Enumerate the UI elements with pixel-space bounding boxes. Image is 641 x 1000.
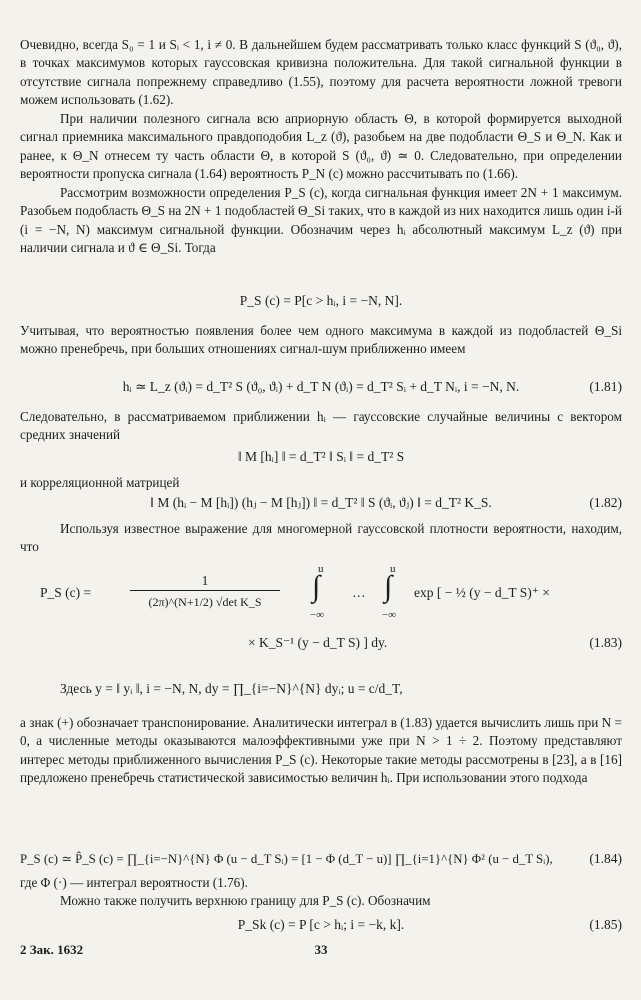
equation-ps-definition-text: P_S (c) = P[c > hᵢ, i = −N, N]. xyxy=(239,293,403,308)
equation-1-83-lhs: P_S (c) = xyxy=(40,585,92,600)
equation-number-1-82: (1.82) xyxy=(589,495,622,510)
paragraph-1: Очевидно, всегда S₀ = 1 и Sᵢ < 1, i ≠ 0. В дальнейшем будем рассматривать только класс функций S (ϑ₀, ϑ), в точках максимумов которых гауссовская кривизна положительна. Для такой сигнальной функции в отсутствие сигнала попрежнему справедливо (1.55), поэтому для расчета вероятности ложной тревоги можем использовать (1.62). xyxy=(20,37,622,107)
equation-1-85 xyxy=(20,916,622,934)
page-number: 33 xyxy=(314,942,328,957)
equation-mean-vector xyxy=(20,448,622,466)
integral-sign-2: ∫ xyxy=(384,570,393,603)
equation-number-1-85: (1.85) xyxy=(589,917,622,932)
integral-sign-1: ∫ xyxy=(312,570,321,603)
paragraph-9: где Φ (·) — интеграл вероятности (1.76). xyxy=(20,875,248,890)
equation-number-1-81: (1.81) xyxy=(589,379,622,394)
equation-1-83-exponent: exp [ − ½ (y − d_T S)⁺ × xyxy=(414,585,550,600)
equation-where-line-text: Здесь y = ‖ yᵢ ‖, i = −N, N, dy = ∏_{i=−N}^{N} dyᵢ; u = c/d_T, xyxy=(60,681,403,696)
paragraph-4: Учитывая, что вероятностью появления более чем одного максимума в каждой из подобластей Θ_Si можно пренебречь, при больших отношениях сигнал-шум приближенно имеем xyxy=(20,323,622,357)
equation-ps-definition xyxy=(20,292,622,310)
integral-lower-limit-2: −∞ xyxy=(382,609,397,621)
integral-lower-limit-1: −∞ xyxy=(310,609,325,621)
paragraph-5: Следовательно, в рассматриваемом приближении hᵢ — гауссовские случайные величины с вектором средних значений xyxy=(20,409,622,443)
equation-number-1-84: (1.84) xyxy=(589,851,622,866)
equation-1-82 xyxy=(20,494,622,512)
paragraph-6: и корреляционной матрицей xyxy=(20,475,180,490)
equation-1-83-dots: … xyxy=(352,585,366,600)
paragraph-10: Можно также получить верхнюю границу для P_S (c). Обозначим xyxy=(60,893,431,908)
equation-number-1-83: (1.83) xyxy=(589,635,622,650)
equation-1-81-text: hᵢ ≃ L_z (ϑᵢ) = d_T² S (ϑ₀, ϑᵢ) + d_T N (ϑᵢ) = d_T² Sᵢ + d_T Nᵢ, i = −N, N. xyxy=(122,379,520,394)
equation-1-82-text: ‖ M (hᵢ − M [hᵢ]) (hⱼ − M [hⱼ]) ‖ = d_T² ‖ S (ϑᵢ, ϑⱼ) ‖ = d_T² K_S. xyxy=(150,495,492,510)
equation-1-83-denominator: (2π)^(N+1/2) √det K_S xyxy=(148,595,262,609)
equation-mean-vector-text: ‖ M [hᵢ] ‖ = d_T² ‖ Sᵢ ‖ = d_T² S xyxy=(237,449,405,464)
equation-1-83-line-1 xyxy=(20,563,622,621)
paragraph-2: При наличии полезного сигнала всю априорную область Θ, в которой формируется выходной сигнал приемника максимального правдоподобия L_z (ϑ), разобьем на две подобласти Θ_S и Θ_N. Как и ранее, к Θ_N отнесем ту часть области Θ, в которой S (ϑ₀, ϑ) ≃ 0. Следовательно, при определении вероятности пропуска сигнала (1.64) вероятность P_N (c) можно рассчитывать по (1.66). xyxy=(20,111,622,181)
integral-upper-limit-1: u xyxy=(318,563,324,575)
equation-1-83-numerator: 1 xyxy=(130,572,280,591)
paragraph-3: Рассмотрим возможности определения P_S (c), когда сигнальная функция имеет 2N + 1 максимум. Разобьем подобласть Θ_S на 2N + 1 подобластей Θ_Si таких, что в каждой из них находится лишь один i-й (i = −N, N) максимум сигнальной функции. Обозначим через hᵢ абсолютный максимум L_z (ϑ) при наличии сигнала и ϑ ∈ Θ_Si. Тогда xyxy=(20,185,622,255)
paragraph-7: Используя известное выражение для многомерной гауссовской плотности вероятности, находим, что xyxy=(20,521,622,555)
equation-1-84-text: P_S (c) ≃ P̂_S (c) = ∏_{i=−N}^{N} Φ (u − d_T Sᵢ) = [1 − Φ (d_T − u)] ∏_{i=1}^{N} Φ² (u − d_T Sᵢ), xyxy=(20,852,553,866)
printing-signature: 2 Зак. 1632 xyxy=(20,942,84,957)
integral-upper-limit-2: u xyxy=(390,563,396,575)
equation-1-81 xyxy=(20,378,622,396)
equation-1-85-text: P_Sk (c) = P [c > hᵢ; i = −k, k]. xyxy=(237,917,405,932)
paragraph-8: а знак (+) обозначает транспонирование. Аналитически интеграл в (1.83) удается вычислить лишь при N = 0, а численные методы оказываются малоэффективными уже при N > 1 ÷ 2. Поэтому представляют интерес методы приближенного вычисления P_S (c). Некоторые такие методы рассмотрены в [23], а в [16] предложено пренебречь статистической зависимостью величин hᵢ. При использовании этого подхода xyxy=(20,715,622,785)
equation-1-83-line-2-text: × K_S⁻¹ (y − d_T S) ] dy. xyxy=(248,635,388,650)
